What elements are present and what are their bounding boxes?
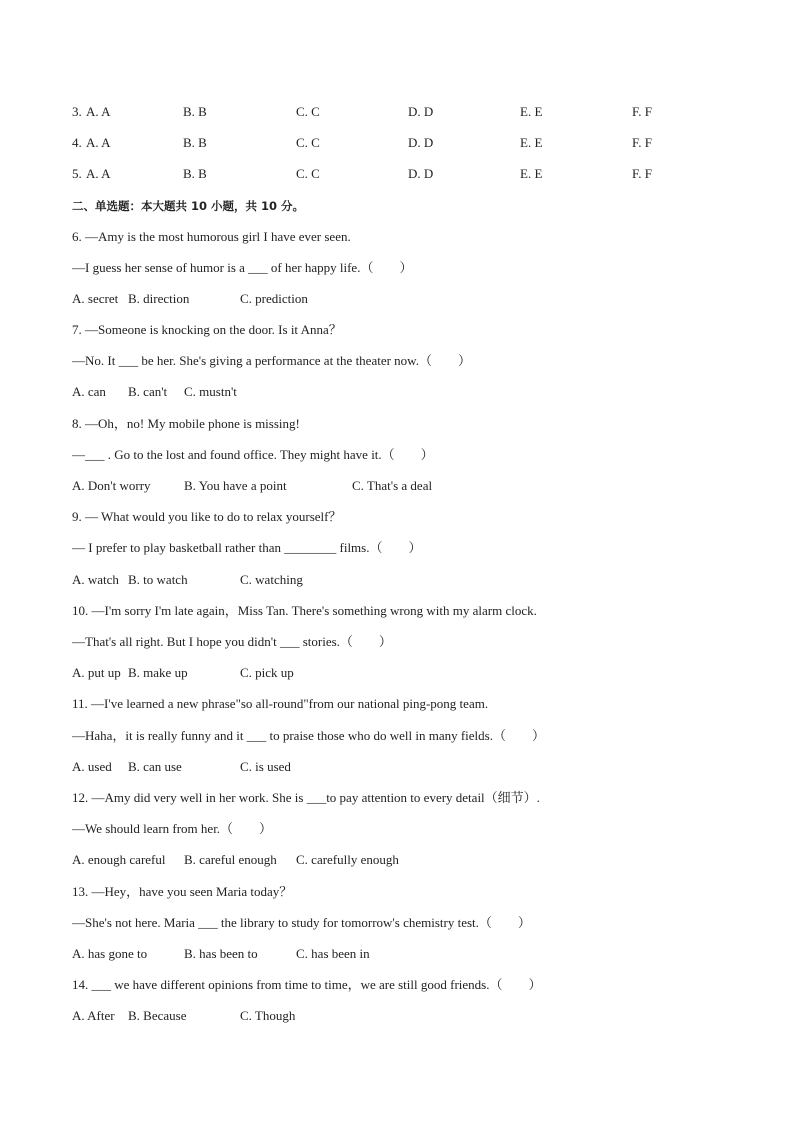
option-a: A. A <box>86 104 111 119</box>
option-a[interactable]: A. put up <box>72 665 121 680</box>
option-b[interactable]: B. Because <box>128 1008 187 1023</box>
option-b[interactable]: B. can't <box>128 384 168 399</box>
option-e: E. E <box>520 166 543 181</box>
question-12-reply: —We should learn from her.（ ） <box>72 821 273 836</box>
question-6-options <box>72 291 712 307</box>
question-11-reply: —Haha，it is really funny and it ___ to praise those who do well in many fields.（ ） <box>72 728 545 743</box>
option-a[interactable]: A. watch <box>72 572 119 587</box>
question-7-options <box>72 384 712 400</box>
question-13-reply: —She's not here. Maria ___ the library to study for tomorrow's chemistry test.（ ） <box>72 915 531 930</box>
option-b[interactable]: B. has been to <box>184 946 258 961</box>
option-a[interactable]: A. secret <box>72 291 119 306</box>
option-f: F. F <box>632 135 652 150</box>
option-f: F. F <box>632 166 652 181</box>
option-c: C. C <box>296 166 320 181</box>
option-b[interactable]: B. can use <box>128 759 182 774</box>
option-c: C. C <box>296 104 320 119</box>
option-a[interactable]: A. Don't worry <box>72 478 151 493</box>
question-7-reply: —No. It ___ be her. She's giving a performance at the theater now.（ ） <box>72 353 471 368</box>
question-9-options <box>72 572 712 588</box>
question-12-stem: 12. —Amy did very well in her work. She is ___to pay attention to every detail（细节）. <box>72 790 540 805</box>
row-number: 4. <box>72 135 82 150</box>
question-14-options <box>72 1008 712 1024</box>
option-a[interactable]: A. enough careful <box>72 852 166 867</box>
question-13-stem: 13. —Hey，have you seen Maria today？ <box>72 884 293 899</box>
option-c: C. C <box>296 135 320 150</box>
option-e: E. E <box>520 104 543 119</box>
option-a: A. A <box>86 166 111 181</box>
matching-row-4 <box>72 135 712 151</box>
question-11-options <box>72 759 712 775</box>
option-a[interactable]: A. used <box>72 759 112 774</box>
option-b[interactable]: B. direction <box>128 291 190 306</box>
question-9-stem: 9. — What would you like to do to relax yourself？ <box>72 509 342 524</box>
option-a[interactable]: A. After <box>72 1008 115 1023</box>
question-10-stem: 10. —I'm sorry I'm late again，Miss Tan. There's something wrong with my alarm clock. <box>72 603 537 618</box>
question-13-options <box>72 946 712 962</box>
option-f: F. F <box>632 104 652 119</box>
option-c[interactable]: C. That's a deal <box>352 478 433 493</box>
section-title: 二、单选题：本大题共 10 小题，共 10 分。 <box>72 199 305 213</box>
row-number: 3. <box>72 104 82 119</box>
option-b: B. B <box>183 166 207 181</box>
option-b[interactable]: B. make up <box>128 665 188 680</box>
matching-row-5 <box>72 166 712 182</box>
option-c[interactable]: C. prediction <box>240 291 308 306</box>
option-c[interactable]: C. carefully enough <box>296 852 399 867</box>
option-c[interactable]: C. pick up <box>240 665 294 680</box>
option-b: B. B <box>183 135 207 150</box>
question-8-options <box>72 478 712 494</box>
question-12-options <box>72 852 712 868</box>
question-7-stem: 7. —Someone is knocking on the door. Is it Anna？ <box>72 322 342 337</box>
option-c[interactable]: C. watching <box>240 572 303 587</box>
question-11-stem: 11. —I've learned a new phrase"so all-round"from our national ping-pong team. <box>72 696 489 711</box>
option-b[interactable]: B. You have a point <box>184 478 287 493</box>
question-8-stem: 8. —Oh，no! My mobile phone is missing! <box>72 416 300 431</box>
question-10-reply: —That's all right. But I hope you didn't ___ stories.（ ） <box>72 634 392 649</box>
option-d: D. D <box>408 104 434 119</box>
option-a[interactable]: A. has gone to <box>72 946 148 961</box>
question-8-reply: —___ . Go to the lost and found office. They might have it.（ ） <box>72 447 434 462</box>
question-6-stem: 6. —Amy is the most humorous girl I have ever seen. <box>72 229 351 244</box>
option-c[interactable]: C. mustn't <box>184 384 237 399</box>
option-b[interactable]: B. to watch <box>128 572 188 587</box>
matching-row-3 <box>72 104 712 120</box>
option-c[interactable]: C. Though <box>240 1008 296 1023</box>
option-c[interactable]: C. is used <box>240 759 291 774</box>
option-c[interactable]: C. has been in <box>296 946 370 961</box>
question-9-reply: — I prefer to play basketball rather than ________ films.（ ） <box>72 540 422 555</box>
option-d: D. D <box>408 135 434 150</box>
option-d: D. D <box>408 166 434 181</box>
option-b: B. B <box>183 104 207 119</box>
option-a: A. A <box>86 135 111 150</box>
row-number: 5. <box>72 166 82 181</box>
question-6-reply: —I guess her sense of humor is a ___ of her happy life.（ ） <box>72 260 413 275</box>
question-14-stem: 14. ___ we have different opinions from time to time，we are still good friends.（ ） <box>72 977 542 992</box>
option-a[interactable]: A. can <box>72 384 106 399</box>
question-10-options <box>72 665 712 681</box>
option-b[interactable]: B. careful enough <box>184 852 277 867</box>
option-e: E. E <box>520 135 543 150</box>
